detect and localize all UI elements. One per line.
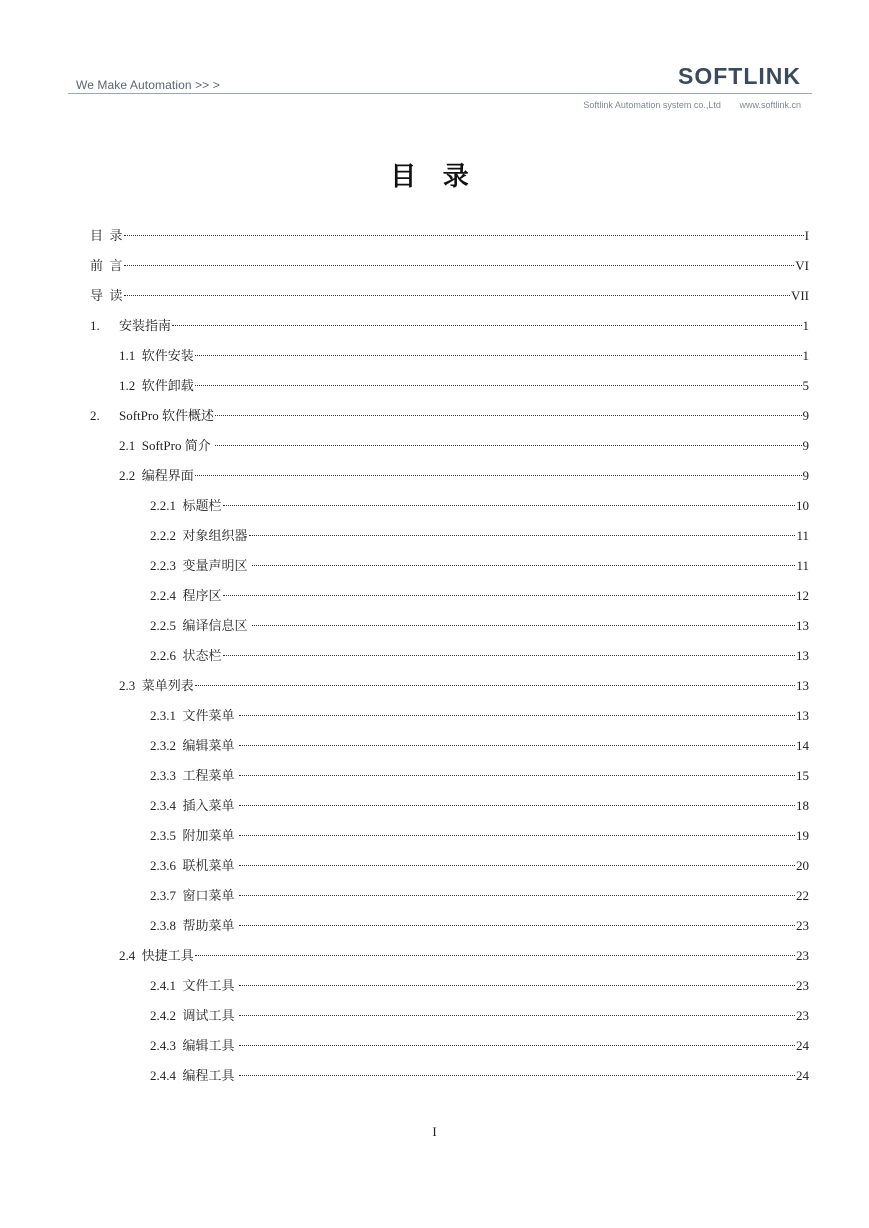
toc-entry[interactable]: [90, 1061, 809, 1091]
toc-entry[interactable]: [90, 281, 809, 311]
toc-entry-number: 2.2.1: [150, 498, 176, 513]
toc-entry-number: 2.2.5: [150, 618, 176, 633]
toc-dot-leader: [239, 925, 795, 926]
toc-entry-number: 1.2: [119, 378, 136, 393]
toc-entry-page: 1: [802, 348, 809, 363]
toc-entry-page: 12: [796, 588, 809, 603]
toc-entry[interactable]: [90, 221, 809, 251]
toc-dot-leader: [239, 775, 795, 776]
toc-entry-title: 软件卸载: [141, 378, 194, 393]
toc-entry-title: 工程菜单: [182, 768, 238, 783]
toc-entry-number: 2.2.6: [150, 648, 176, 663]
toc-entry-number: 2.3: [119, 678, 136, 693]
toc-entry[interactable]: [90, 521, 809, 551]
toc-entry-title: 编辑工具: [182, 1038, 238, 1053]
toc-entry-title: 编译信息区: [182, 618, 251, 633]
header-company-info: [583, 100, 801, 110]
toc-dot-leader: [195, 685, 795, 686]
toc-dot-leader: [124, 295, 790, 296]
toc-entry[interactable]: [90, 641, 809, 671]
toc-entry-title: 对象组织器: [182, 528, 248, 543]
toc-dot-leader: [223, 505, 795, 506]
toc-entry-title: 调试工具: [182, 1008, 238, 1023]
toc-entry[interactable]: [90, 401, 809, 431]
toc-entry[interactable]: [90, 791, 809, 821]
toc-entry-number: 2.4.1: [150, 978, 176, 993]
toc-entry-page: 9: [802, 468, 809, 483]
toc-entry-page: 14: [796, 738, 809, 753]
toc-entry-number: 2.2.3: [150, 558, 176, 573]
toc-entry-number: 2.2.4: [150, 588, 176, 603]
toc-entry-title: 程序区: [182, 588, 222, 603]
header-tagline: We Make Automation >> >: [76, 78, 220, 92]
toc-entry-number: 1.: [90, 318, 100, 333]
toc-entry-title: SoftPro 软件概述: [119, 408, 214, 423]
toc-entry-page: 5: [802, 378, 809, 393]
toc-dot-leader: [249, 535, 796, 536]
toc-entry-page: 13: [796, 678, 809, 693]
toc-entry-page: 23: [796, 978, 809, 993]
toc-entry-title: 编辑菜单: [182, 738, 238, 753]
toc-entry[interactable]: [90, 491, 809, 521]
toc-dot-leader: [124, 265, 795, 266]
toc-dot-leader: [239, 985, 795, 986]
toc-entry-page: 24: [796, 1038, 809, 1053]
toc-entry-title: 文件工具: [182, 978, 238, 993]
toc-entry-title: 变量声明区: [182, 558, 251, 573]
toc-entry-page: 22: [796, 888, 809, 903]
toc-entry[interactable]: [90, 311, 809, 341]
toc-entry-page: 13: [796, 618, 809, 633]
toc-entry-number: 2.2: [119, 468, 136, 483]
toc-entry-number: 2.2.2: [150, 528, 176, 543]
toc-entry[interactable]: [90, 881, 809, 911]
toc-entry-title: 前 言: [90, 258, 123, 273]
toc-dot-leader: [239, 895, 795, 896]
toc-dot-leader: [239, 1075, 795, 1076]
toc-entry-title: 联机菜单: [182, 858, 238, 873]
toc-entry-number: 2.4.2: [150, 1008, 176, 1023]
toc-entry-page: 19: [796, 828, 809, 843]
toc-entry[interactable]: [90, 851, 809, 881]
toc-entry-title: 安装指南: [119, 318, 172, 333]
toc-entry-number: 2.4: [119, 948, 136, 963]
toc-entry-title: 帮助菜单: [182, 918, 238, 933]
toc-entry-title: 菜单列表: [141, 678, 194, 693]
header-divider: [68, 93, 812, 94]
toc-entry[interactable]: [90, 611, 809, 641]
toc-dot-leader: [252, 625, 795, 626]
toc-entry-number: 2.1: [119, 438, 136, 453]
toc-dot-leader: [195, 475, 802, 476]
toc-entry[interactable]: [90, 341, 809, 371]
toc-entry-title: 文件菜单: [182, 708, 238, 723]
toc-entry-title: 目 录: [90, 228, 123, 243]
toc-entry-page: 15: [796, 768, 809, 783]
toc-entry-title: 插入菜单: [182, 798, 238, 813]
page-number: I: [432, 1124, 437, 1139]
company-name: Softlink Automation system co.,Ltd: [583, 100, 721, 110]
toc-entry-number: 2.3.5: [150, 828, 176, 843]
toc-entry-page: 1: [802, 318, 809, 333]
toc-entry-page: 23: [796, 1008, 809, 1023]
toc-entry-number: 1.1: [119, 348, 136, 363]
toc-entry-number: 2.4.4: [150, 1068, 176, 1083]
toc-entry-title: 附加菜单: [182, 828, 238, 843]
toc-entry[interactable]: [90, 461, 809, 491]
softlink-logo: SOFTLINK: [678, 63, 801, 89]
toc-entry-number: 2.3.8: [150, 918, 176, 933]
toc-entry-number: 2.3.6: [150, 858, 176, 873]
toc-entry[interactable]: [90, 551, 809, 581]
toc-entry-number: 2.3.1: [150, 708, 176, 723]
toc-entry-title: 快捷工具: [141, 948, 194, 963]
toc-dot-leader: [252, 565, 796, 566]
toc-entry-number: 2.3.3: [150, 768, 176, 783]
toc-entry-page: 11: [796, 528, 809, 543]
toc-entry[interactable]: [90, 431, 809, 461]
toc-dot-leader: [215, 415, 802, 416]
toc-entry[interactable]: [90, 251, 809, 281]
toc-entry-title: 编程界面: [141, 468, 194, 483]
toc-entry-page: 13: [796, 708, 809, 723]
toc-entry-number: 2.3.7: [150, 888, 176, 903]
toc-dot-leader: [195, 355, 802, 356]
toc-entry-page: 11: [796, 558, 809, 573]
toc-entry-page: 9: [802, 408, 809, 423]
toc-entry-page: VII: [790, 288, 809, 303]
toc-entry-page: 23: [796, 948, 809, 963]
toc-entry-page: VI: [795, 258, 809, 273]
toc-dot-leader: [172, 325, 801, 326]
toc-entry-page: 10: [796, 498, 809, 513]
toc-entry-title: 软件安装: [141, 348, 194, 363]
toc-entry-page: 18: [796, 798, 809, 813]
toc-entry[interactable]: [90, 971, 809, 1001]
toc-entry-page: 23: [796, 918, 809, 933]
toc-dot-leader: [215, 445, 802, 446]
toc-dot-leader: [239, 715, 795, 716]
toc-entry-number: 2.3.2: [150, 738, 176, 753]
toc-entry-number: 2.: [90, 408, 100, 423]
table-of-contents: [90, 221, 809, 1091]
toc-entry-number: 2.4.3: [150, 1038, 176, 1053]
toc-entry[interactable]: [90, 761, 809, 791]
toc-entry-page: 24: [796, 1068, 809, 1083]
toc-dot-leader: [239, 835, 795, 836]
toc-entry-page: I: [804, 228, 809, 243]
toc-entry[interactable]: [90, 911, 809, 941]
toc-dot-leader: [239, 1045, 795, 1046]
toc-dot-leader: [124, 235, 804, 236]
page-title: 目 录: [390, 162, 479, 191]
toc-entry-page: 13: [796, 648, 809, 663]
toc-entry-title: 状态栏: [182, 648, 222, 663]
toc-entry-title: 标题栏: [182, 498, 222, 513]
toc-entry[interactable]: [90, 701, 809, 731]
company-website[interactable]: www.softlink.cn: [739, 100, 801, 110]
toc-entry[interactable]: [90, 821, 809, 851]
toc-entry-title: 窗口菜单: [182, 888, 238, 903]
toc-entry-title: 导 读: [90, 288, 123, 303]
toc-entry[interactable]: [90, 581, 809, 611]
toc-dot-leader: [239, 865, 795, 866]
toc-entry-page: 9: [802, 438, 809, 453]
toc-dot-leader: [239, 745, 795, 746]
toc-dot-leader: [223, 655, 795, 656]
toc-entry[interactable]: [90, 731, 809, 761]
toc-dot-leader: [223, 595, 795, 596]
toc-entry[interactable]: [90, 941, 809, 971]
toc-entry[interactable]: [90, 371, 809, 401]
toc-dot-leader: [195, 385, 802, 386]
toc-entry-title: SoftPro 简介: [141, 438, 214, 453]
toc-entry-title: 编程工具: [182, 1068, 238, 1083]
toc-entry-number: 2.3.4: [150, 798, 176, 813]
toc-entry[interactable]: [90, 671, 809, 701]
toc-dot-leader: [195, 955, 795, 956]
toc-entry-page: 20: [796, 858, 809, 873]
toc-dot-leader: [239, 1015, 795, 1016]
toc-entry[interactable]: [90, 1031, 809, 1061]
toc-entry[interactable]: [90, 1001, 809, 1031]
toc-dot-leader: [239, 805, 795, 806]
